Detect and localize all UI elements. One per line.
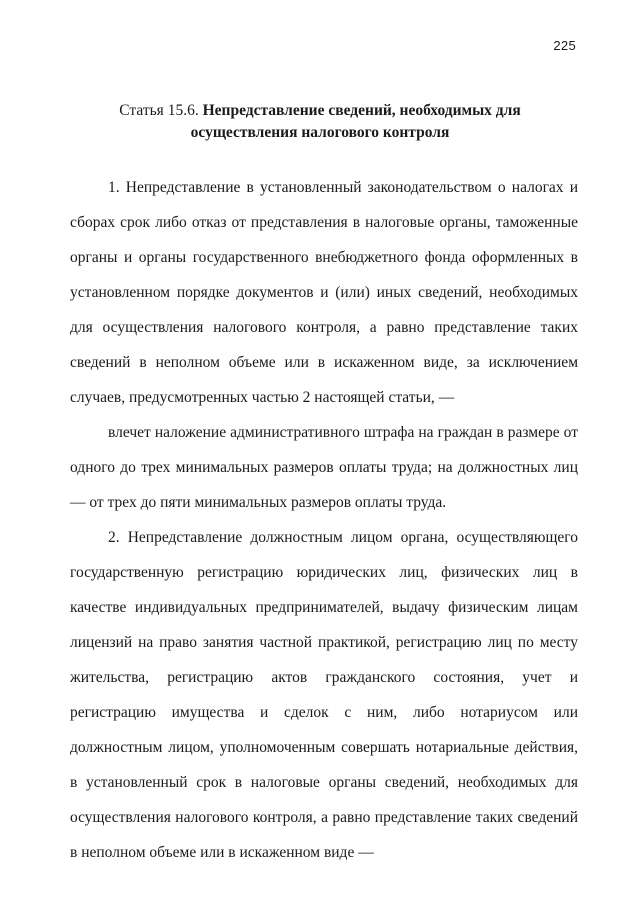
- paragraph-part-1: 1. Непредставление в установленный законодательством о налогах и сборах срок либо отказ от представления в налоговые органы, таможенные органы и органы государственного внебюджетного фонда оформленных в установленном порядке документов и (или) иных сведений, необходимых для осуществления налогового контроля, а равно представление таких сведений в неполном объеме или в искаженном виде, за исключением случаев, предусмотренных частью 2 настоящей статьи, —: [70, 179, 578, 406]
- article-number: Статья 15.6.: [119, 102, 199, 119]
- paragraph-penalty-1: влечет наложение административного штрафа на граждан в размере от одного до трех минимальных размеров оплаты труда; на должностных лиц — от трех до пяти минимальных размеров оплаты труда.: [70, 424, 578, 511]
- article-title-line1: Непредставление сведений, необходимых для: [202, 102, 521, 119]
- article-heading-line1: [60, 100, 580, 122]
- article-heading: [60, 100, 580, 144]
- paragraph-part-2: 2. Непредставление должностным лицом органа, осуществляющего государственную регистрацию юридических лиц, физических лиц в качестве индивидуальных предпринимателей, выдачу физическим лицам лицензий на право занятия частной практикой, регистрацию лиц по месту жительства, регистрацию актов гражданского состояния, учет и регистрацию имущества и сделок с ним, либо нотариусом или должностным лицом, уполномоченным совершать нотариальные действия, в установленный срок в налоговые органы сведений, необходимых для осуществления налогового контроля, а равно представление таких сведений в неполном объеме или в искаженном виде —: [70, 529, 578, 861]
- article-title-line2: осуществления налогового контроля: [190, 124, 450, 141]
- page-number: 225: [553, 38, 576, 53]
- article-body: [70, 170, 578, 870]
